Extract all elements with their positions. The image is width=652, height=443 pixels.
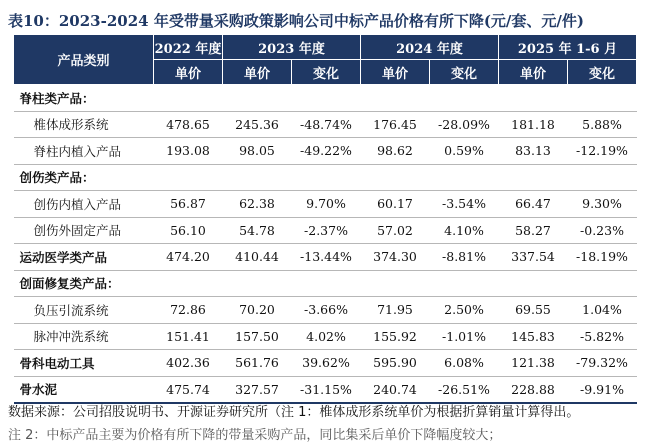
table-cell: [154, 270, 223, 297]
category-row: [14, 270, 637, 297]
table-cell: -79.32%: [568, 350, 637, 377]
table-cell: 39.62%: [292, 350, 361, 377]
table-cell: [154, 164, 223, 191]
table-cell: 83.13: [499, 138, 568, 165]
table-cell: 561.76: [223, 350, 292, 377]
category-row: [14, 85, 637, 112]
table-cell: [499, 164, 568, 191]
table-cell: -13.44%: [292, 244, 361, 271]
table-row: [14, 138, 637, 165]
header-unit-price: 单价: [361, 60, 430, 85]
table-cell: [499, 85, 568, 112]
table-cell: 245.36: [223, 111, 292, 138]
table-cell: -0.23%: [568, 217, 637, 244]
table-cell: 72.86: [154, 297, 223, 324]
table-cell: 2.50%: [430, 297, 499, 324]
table-cell: 71.95: [361, 297, 430, 324]
table-cell: -48.74%: [292, 111, 361, 138]
header-change: 变化: [292, 60, 361, 85]
table-cell: 595.90: [361, 350, 430, 377]
row-label: 创伤内植入产品: [14, 191, 154, 218]
table-cell: 69.55: [499, 297, 568, 324]
table-cell: 145.83: [499, 323, 568, 350]
table-cell: -3.66%: [292, 297, 361, 324]
row-label: 脉冲冲洗系统: [14, 323, 154, 350]
cut-off-note: 注 2：中标产品主要为价格有所下降的带量采购产品，同比集采后单价下降幅度较大；: [8, 428, 502, 443]
table-cell: 374.30: [361, 244, 430, 271]
category-row: [14, 164, 637, 191]
table-cell: [292, 85, 361, 112]
header-year-2022: 2022 年度: [154, 35, 223, 60]
table-cell: 9.70%: [292, 191, 361, 218]
table-cell: 5.88%: [568, 111, 637, 138]
table-cell: [568, 270, 637, 297]
header-unit-price: 单价: [499, 60, 568, 85]
row-label: 创伤外固定产品: [14, 217, 154, 244]
table-cell: -49.22%: [292, 138, 361, 165]
table-cell: 57.02: [361, 217, 430, 244]
header-row-years: [14, 35, 637, 60]
header-category: 产品类别: [14, 35, 154, 85]
table-row: [14, 376, 637, 403]
table-cell: [430, 270, 499, 297]
row-label: 骨水泥: [14, 376, 154, 403]
header-change: 变化: [568, 60, 637, 85]
table-cell: 6.08%: [430, 350, 499, 377]
table-cell: -8.81%: [430, 244, 499, 271]
table-cell: 475.74: [154, 376, 223, 403]
table-cell: 4.10%: [430, 217, 499, 244]
table-cell: 60.17: [361, 191, 430, 218]
table-cell: -12.19%: [568, 138, 637, 165]
table-row: [14, 217, 637, 244]
row-label: 骨科电动工具: [14, 350, 154, 377]
header-year-2023: 2023 年度: [223, 35, 361, 60]
table-cell: 9.30%: [568, 191, 637, 218]
table-cell: 478.65: [154, 111, 223, 138]
table-row: [14, 111, 637, 138]
table-cell: [223, 164, 292, 191]
table-cell: -28.09%: [430, 111, 499, 138]
table-cell: -18.19%: [568, 244, 637, 271]
table-cell: 1.04%: [568, 297, 637, 324]
table-cell: [223, 270, 292, 297]
table-body: [14, 85, 637, 404]
table-cell: -1.01%: [430, 323, 499, 350]
table-cell: 56.87: [154, 191, 223, 218]
table-cell: 228.88: [499, 376, 568, 403]
header-unit-price: 单价: [223, 60, 292, 85]
table-cell: 151.41: [154, 323, 223, 350]
header-year-2025h1: 2025 年 1-6 月: [499, 35, 637, 60]
table-row: [14, 297, 637, 324]
table-cell: 58.27: [499, 217, 568, 244]
table-cell: [292, 164, 361, 191]
header-unit-price: 单价: [154, 60, 223, 85]
table-row: [14, 350, 637, 377]
table-title: 表10：2023-2024 年受带量采购政策影响公司中标产品价格有所下降(元/套、元/件): [8, 12, 584, 30]
table-cell: [568, 85, 637, 112]
row-label: 负压引流系统: [14, 297, 154, 324]
table-cell: 66.47: [499, 191, 568, 218]
table-cell: 157.50: [223, 323, 292, 350]
table-cell: -3.54%: [430, 191, 499, 218]
table-cell: 402.36: [154, 350, 223, 377]
row-label: 脊柱类产品：: [14, 85, 154, 112]
source-note: 数据来源：公司招股说明书、开源证券研究所（注 1：椎体成形系统单价为根据折算销量计算得出。: [8, 405, 580, 420]
table-cell: 327.57: [223, 376, 292, 403]
table-cell: 0.59%: [430, 138, 499, 165]
table-cell: [430, 164, 499, 191]
table-cell: [361, 85, 430, 112]
price-table: [13, 34, 637, 404]
table-row: [14, 244, 637, 271]
table-cell: 98.05: [223, 138, 292, 165]
table-cell: -31.15%: [292, 376, 361, 403]
row-label: 运动医学类产品: [14, 244, 154, 271]
row-label: 脊柱内植入产品: [14, 138, 154, 165]
table-cell: 4.02%: [292, 323, 361, 350]
table-cell: 240.74: [361, 376, 430, 403]
table-cell: 98.62: [361, 138, 430, 165]
table-cell: 155.92: [361, 323, 430, 350]
table-cell: 121.38: [499, 350, 568, 377]
table-cell: 410.44: [223, 244, 292, 271]
table-cell: [499, 270, 568, 297]
table-cell: [430, 85, 499, 112]
row-label: 椎体成形系统: [14, 111, 154, 138]
table-cell: 337.54: [499, 244, 568, 271]
table-row: [14, 323, 637, 350]
table-cell: [361, 164, 430, 191]
table-cell: -2.37%: [292, 217, 361, 244]
table-cell: 62.38: [223, 191, 292, 218]
row-label: 创面修复类产品：: [14, 270, 154, 297]
table-cell: -5.82%: [568, 323, 637, 350]
table-cell: 176.45: [361, 111, 430, 138]
table-row: [14, 191, 637, 218]
table-cell: -9.91%: [568, 376, 637, 403]
row-label: 创伤类产品：: [14, 164, 154, 191]
table-cell: 193.08: [154, 138, 223, 165]
header-year-2024: 2024 年度: [361, 35, 499, 60]
table-cell: 70.20: [223, 297, 292, 324]
table-cell: -26.51%: [430, 376, 499, 403]
table-cell: [154, 85, 223, 112]
header-change: 变化: [430, 60, 499, 85]
table-cell: [292, 270, 361, 297]
table-cell: [361, 270, 430, 297]
table-cell: 474.20: [154, 244, 223, 271]
table-cell: 56.10: [154, 217, 223, 244]
table-cell: 54.78: [223, 217, 292, 244]
table-cell: 181.18: [499, 111, 568, 138]
table-cell: [568, 164, 637, 191]
table-cell: [223, 85, 292, 112]
